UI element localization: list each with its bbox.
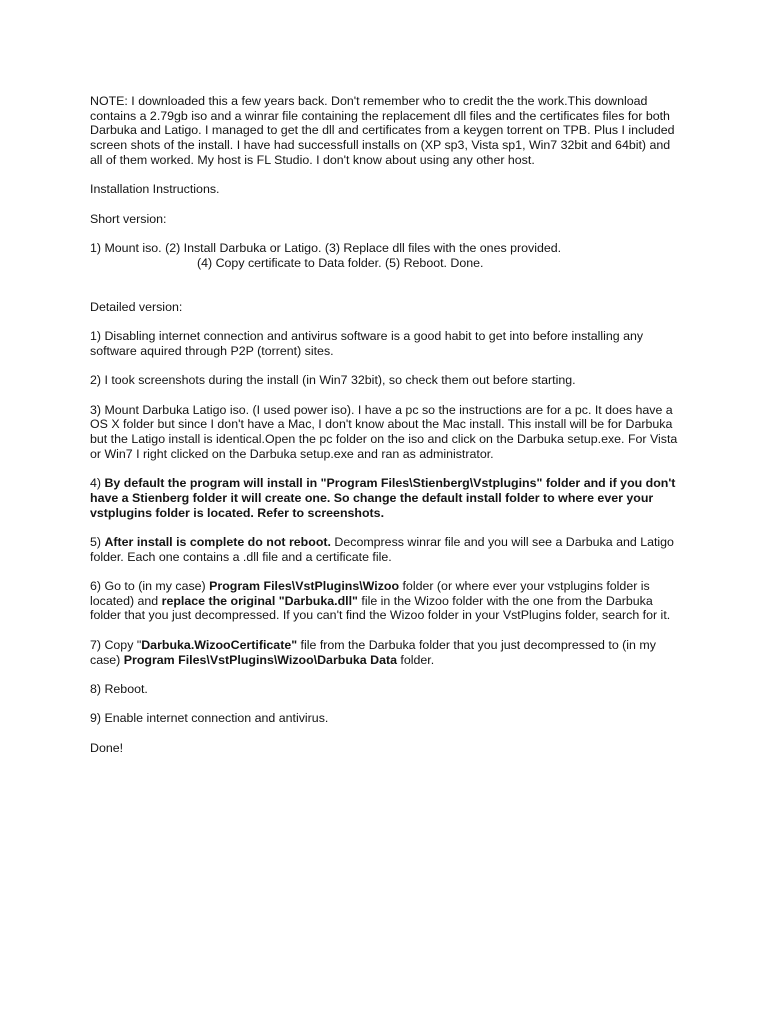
step-4-paragraph	[90, 476, 680, 520]
step-5-bold-text: After install is complete do not reboot.	[104, 534, 331, 549]
short-version-heading: Short version:	[90, 211, 167, 226]
step-7-prefix: 7) Copy "	[90, 637, 142, 652]
step-6-prefix: 6) Go to (in my case)	[90, 579, 210, 594]
step-5-text: Decompress winrar file and you will see a Darbuka and Latigo folder. Each one contains a .dll file and a certificate file.	[90, 534, 674, 564]
short-version-line-2: (4) Copy certificate to Data folder. (5) Reboot. Done.	[197, 255, 484, 270]
step-7-certificate-name: Darbuka.WizooCertificate"	[141, 637, 298, 652]
step-6-folder-path: Program Files\VstPlugins\Wizoo	[209, 579, 400, 594]
step-9-paragraph: 9) Enable internet connection and antivirus.	[90, 711, 329, 726]
step-7-folder-path: Program Files\VstPlugins\Wizoo\Darbuka Data	[123, 652, 397, 667]
step-7-paragraph	[90, 638, 680, 667]
step-6-middle: folder (or where ever your vstplugins folder is located) and	[90, 579, 650, 608]
done-text: Done!	[90, 740, 124, 755]
step-6-paragraph	[90, 579, 680, 623]
step-2-paragraph: 2) I took screenshots during the install (in Win7 32bit), so check them out before starting.	[90, 373, 576, 388]
installation-heading: Installation Instructions.	[90, 182, 220, 197]
note-paragraph: NOTE: I downloaded this a few years back. Don't remember who to credit the the work.This download contains a 2.79gb iso and a winrar file containing the replacement dll files and the certificates files for both Darbuka and Latigo. I managed to get the dll and certificates from a keygen torrent on TPB. Plus I included screen shots of the install. I have had successfull installs on (XP sp3, Vista sp1, Win7 32bit and 64bit) and all of them worked. My host is FL Studio. I don't know about using any other host.	[90, 94, 675, 167]
document-body	[90, 94, 680, 755]
step-5-paragraph	[90, 535, 680, 564]
step-4-number: 4)	[90, 476, 105, 491]
short-version-line-1: 1) Mount iso. (2) Install Darbuka or Latigo. (3) Replace dll files with the ones provided.	[90, 240, 562, 255]
step-6-replace-text: replace the original "Darbuka.dll"	[161, 593, 358, 608]
step-4-bold-text: By default the program will install in "Program Files\Stienberg\Vstplugins" folder and if you don't have a Stienberg folder it will create one. So change the default install folder to where ever your vstplugins folder is located. Refer to screenshots.	[90, 476, 676, 520]
step-3-paragraph: 3) Mount Darbuka Latigo iso. (I used power iso). I have a pc so the instructions are for a pc. It does have a OS X folder but since I don't have a Mac, I don't know about the Mac install. This install will be for Darbuka but the Latigo install is identical.Open the pc folder on the iso and click on the Darbuka setup.exe. For Vista or Win7 I right clicked on the Darbuka setup.exe and ran as administrator.	[90, 402, 678, 461]
step-7-middle: file from the Darbuka folder that you just decompressed to (in my case)	[90, 637, 656, 667]
step-6-text: file in the Wizoo folder with the one from the Darbuka folder that you just decompressed. If you can't find the Wizoo folder in your VstPlugins folder, search for it.	[90, 593, 671, 623]
step-5-number: 5)	[90, 534, 105, 549]
step-1-paragraph: 1) Disabling internet connection and antivirus software is a good habit to get into before installing any software aquired through P2P (torrent) sites.	[90, 329, 644, 358]
detailed-version-heading: Detailed version:	[90, 299, 183, 314]
step-8-paragraph: 8) Reboot.	[90, 681, 148, 696]
step-7-text: folder.	[396, 652, 435, 667]
